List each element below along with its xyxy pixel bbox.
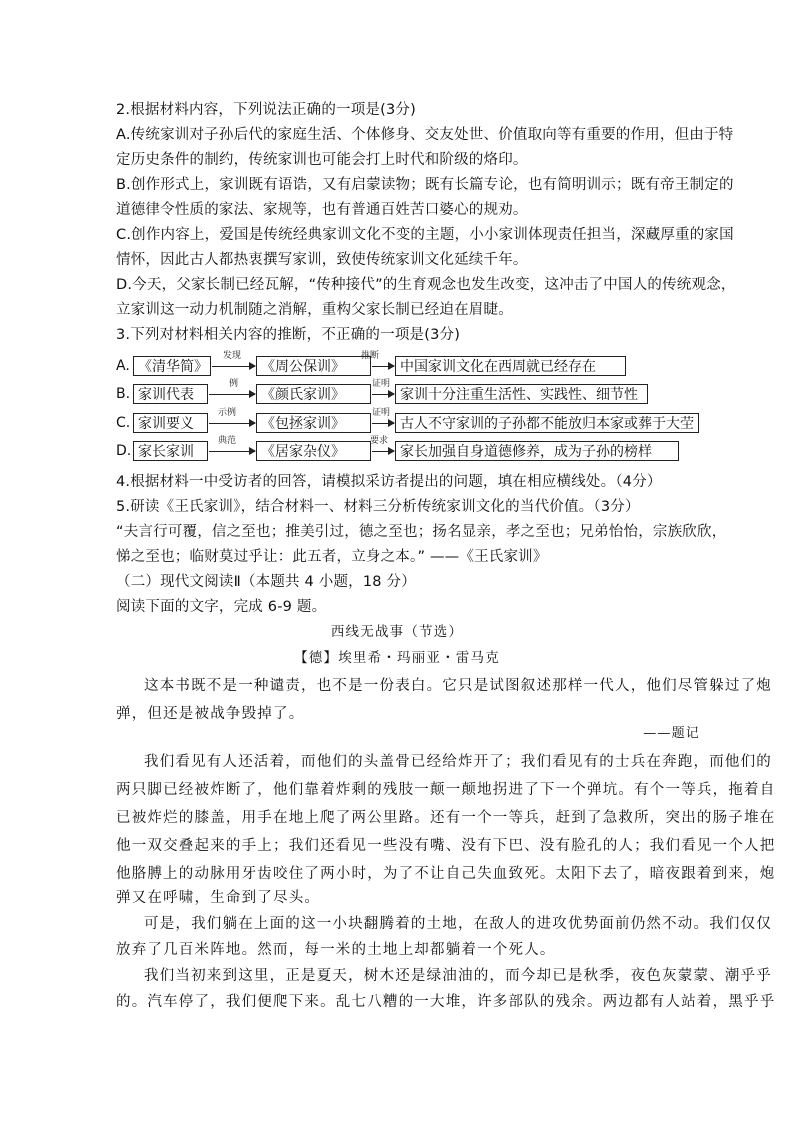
paragraph1-line1: 我们看见有人还活着，而他们的头盖骨已经给炸开了；我们看见有的士兵在奔跑，而他们的 — [144, 754, 772, 770]
flow-end-box: 家训十分注重生活性、实践性、细节性 — [395, 384, 648, 404]
row-letter: D. — [116, 443, 132, 459]
arrow-label: 要求 — [370, 436, 389, 446]
arrow-icon — [372, 366, 394, 367]
section-heading: （二）现代文阅读Ⅱ（本题共 4 小题，18 分） — [116, 574, 416, 590]
epigraph-line1: 这本书既不是一种谴责，也不是一份表白。它只是试图叙述那样一代人，他们尽管躲过了炮 — [144, 678, 772, 694]
section-instruction: 阅读下面的文字，完成 6-9 题。 — [116, 599, 327, 615]
q2-option-d-line1: D.今天，父家长制已经瓦解，“传种接代”的生育观念也发生改变，这冲击了中国人的传统观念， — [116, 277, 736, 293]
arrow-icon — [372, 451, 394, 452]
arrow-label: 发现 — [223, 351, 242, 361]
paragraph2-line1: 可是，我们躺在上面的这一小块翻腾着的土地，在敌人的进攻优势面前仍然不动。我们仅仅 — [144, 916, 772, 932]
paragraph1-line4: 他一双交叠起来的手上；我们还看见一些没有嘴、没有下巴、没有脸孔的人；我们看见一个人把 — [116, 838, 776, 854]
paragraph1-line5: 他胳膊上的动脉用牙齿咬住了两小时，为了不让自己失血致死。太阳下去了，暗夜跟着到来，炮 — [116, 866, 776, 882]
paragraph3-line2: 的。汽车停了，我们便爬下来。乱七八糟的一大堆，许多部队的残余。两边都有人站着，黑乎乎 — [116, 994, 776, 1010]
q4-stem: 4.根据材料一中受访者的回答，请模拟采访者提出的问题，填在相应横线处。（4分） — [116, 474, 662, 490]
arrow-label: 证明 — [372, 379, 391, 389]
arrow-label: 推断 — [361, 351, 380, 361]
paragraph3-line1: 我们当初来到这里，正是夏天，树木还是绿油油的，而今却已是秋季，夜色灰蒙蒙、潮乎乎 — [144, 968, 772, 984]
arrow-icon — [209, 451, 255, 452]
q2-option-c-line2: 情怀，因此古人都热衷撰写家训，致使传统家训文化延续千年。 — [116, 252, 528, 268]
arrow-label: 典范 — [218, 436, 237, 446]
flow-end-box: 中国家训文化在西周就已经存在 — [395, 356, 626, 376]
q2-option-a-line1: A.传统家训对子孙后代的家庭生活、个体修身、交友处世、价值取向等有重要的作用，但由于特 — [116, 127, 734, 143]
row-letter: A. — [116, 358, 130, 374]
arrow-icon — [212, 366, 255, 367]
flow-end-box: 古人不守家训的子孙都不能放归本家或葬于大茔 — [395, 413, 699, 433]
row-letter: B. — [116, 386, 131, 402]
article-author: 【德】埃里希・玛丽亚・雷马克 — [294, 650, 500, 666]
flow-start-box: 家长家训 — [133, 441, 208, 461]
arrow-icon — [209, 423, 255, 424]
flow-mid-box: 《居家杂仪》 — [256, 441, 371, 461]
paragraph2-line2: 放弃了几百米阵地。然而，每一米的土地上却都躺着一个死人。 — [116, 942, 556, 958]
flow-mid-box: 《周公保训》 — [256, 356, 371, 376]
q2-option-b-line1: B.创作形式上，家训既有语诰，又有启蒙读物；既有长篇专论，也有简明训示；既有帝王制定的 — [116, 177, 734, 193]
paragraph1-line6: 弹又在呼啸，生命到了尽头。 — [116, 890, 321, 906]
q5-stem: 5.研读《王氏家训》，结合材料一、材料三分析传统家训文化的当代价值。（3分） — [116, 499, 640, 515]
epigraph-sign: ——题记 — [643, 726, 700, 741]
flow-end-box: 家长加强自身道德修养，成为子孙的榜样 — [395, 441, 679, 461]
q2-stem: 2.根据材料内容，下列说法正确的一项是(3分) — [116, 102, 416, 118]
q2-option-d-line2: 立家训这一动力机制随之消解，重构父家长制已经迫在眉睫。 — [116, 302, 513, 318]
flow-mid-box: 《颜氏家训》 — [256, 384, 371, 404]
q3-stem: 3.下列对材料相关内容的推断，不正确的一项是(3分) — [116, 327, 461, 343]
q5-quote-line1: “夫言行可覆，信之至也；推美引过，德之至也；扬名显亲，孝之至也；兄弟怡怡，宗族欣欣， — [116, 524, 727, 540]
arrow-icon — [372, 423, 394, 424]
row-letter: C. — [116, 415, 131, 431]
arrow-icon — [372, 394, 394, 395]
flow-start-box: 家训要义 — [133, 413, 208, 433]
q2-option-a-line2: 定历史条件的制约，传统家训也可能会打上时代和阶级的烙印。 — [116, 152, 528, 168]
q5-quote-line2: 悌之至也；临财莫过乎让：此五者，立身之本。” ——《王氏家训》 — [116, 549, 548, 565]
flow-mid-box: 《包拯家训》 — [256, 413, 371, 433]
paragraph1-line2: 两只脚已经被炸断了，他们靠着炸剩的残肢一颠一颠地拐进了下一个弹坑。有个一等兵，拖着自 — [116, 782, 776, 798]
arrow-label: 证明 — [372, 408, 391, 418]
arrow-label: 示例 — [218, 408, 237, 418]
flow-start-box: 《清华简》 — [133, 356, 211, 376]
article-title: 西线无战事（节选） — [330, 624, 464, 640]
q2-option-b-line2: 道德律令性质的家法、家规等，也有普通百姓苦口婆心的规劝。 — [116, 202, 528, 218]
flow-start-box: 家训代表 — [133, 384, 208, 404]
arrow-icon — [209, 394, 255, 395]
paragraph1-line3: 已被炸烂的膝盖，用手在地上爬了两公里路。还有一个一等兵，赶到了急救所，突出的肠子堆在 — [116, 810, 776, 826]
arrow-label: 例 — [229, 379, 239, 389]
q2-option-c-line1: C.创作内容上，爱国是传统经典家训文化不变的主题，小小家训体现责任担当，深藏厚重的家国 — [116, 227, 734, 243]
epigraph-line2: 弹，但还是被战争毁掉了。 — [116, 706, 305, 722]
